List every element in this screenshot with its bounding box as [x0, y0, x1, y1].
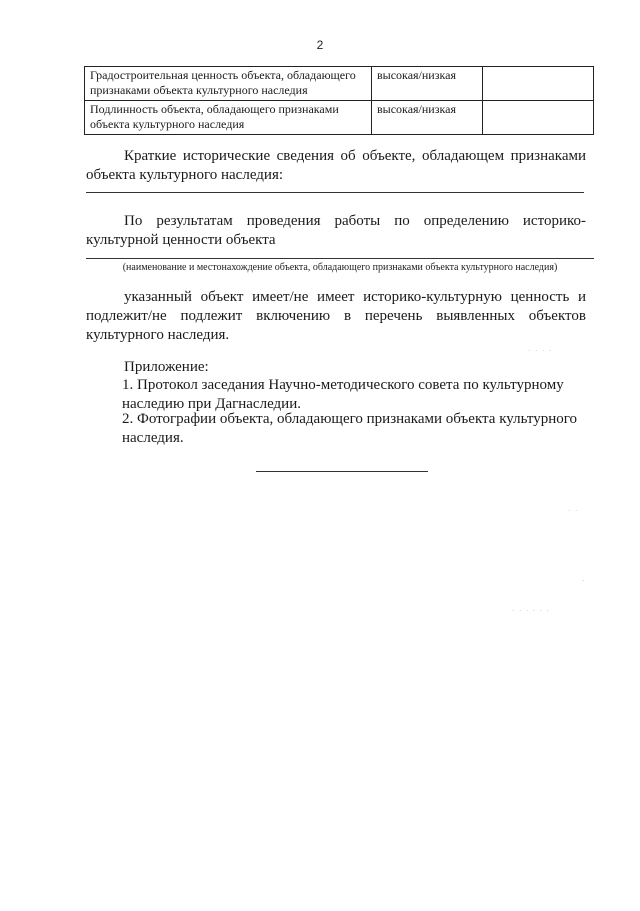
history-paragraph: Краткие исторические сведения об объекте, обладающем признаками объекта культурного наследия: — [86, 148, 586, 183]
empty-cell — [483, 67, 594, 101]
appendix-title: Приложение: — [124, 359, 209, 375]
object-name-caption: (наименование и местонахождение объекта, обладающего признаками объекта культурного наследия) — [122, 262, 558, 273]
empty-cell — [483, 101, 594, 135]
object-name-fill-line — [86, 258, 594, 259]
criterion-cell: Градостроительная ценность объекта, обладающего признаками объекта культурного наследия — [85, 67, 372, 101]
table-row — [85, 101, 594, 135]
conclusion-paragraph: указанный объект имеет/не имеет историко-культурную ценность и подлежит/не подлежит включению в перечень выявленных объектов культурного наследия. — [86, 289, 586, 343]
value-cell: высокая/низкая — [372, 67, 483, 101]
appendix-item: 2. Фотографии объекта, обладающего признаками объекта культурного наследия. — [122, 411, 578, 446]
history-fill-line — [86, 192, 584, 193]
signature-line — [256, 471, 428, 472]
scan-artifact: · · · · · · — [512, 606, 551, 615]
page-number: 2 — [316, 38, 324, 52]
results-paragraph: По результатам проведения работы по определению историко-культурной ценности объекта — [86, 213, 586, 248]
criteria-table — [84, 66, 594, 135]
scan-artifact: · — [582, 576, 586, 585]
appendix-item: 1. Протокол заседания Научно-методического совета по культурному наследию при Дагнаследии. — [122, 377, 564, 412]
value-cell: высокая/низкая — [372, 101, 483, 135]
criterion-cell: Подлинность объекта, обладающего признаками объекта культурного наследия — [85, 101, 372, 135]
table-row — [85, 67, 594, 101]
scan-artifact: · · · · — [528, 346, 553, 355]
scan-artifact: · · — [568, 506, 579, 515]
